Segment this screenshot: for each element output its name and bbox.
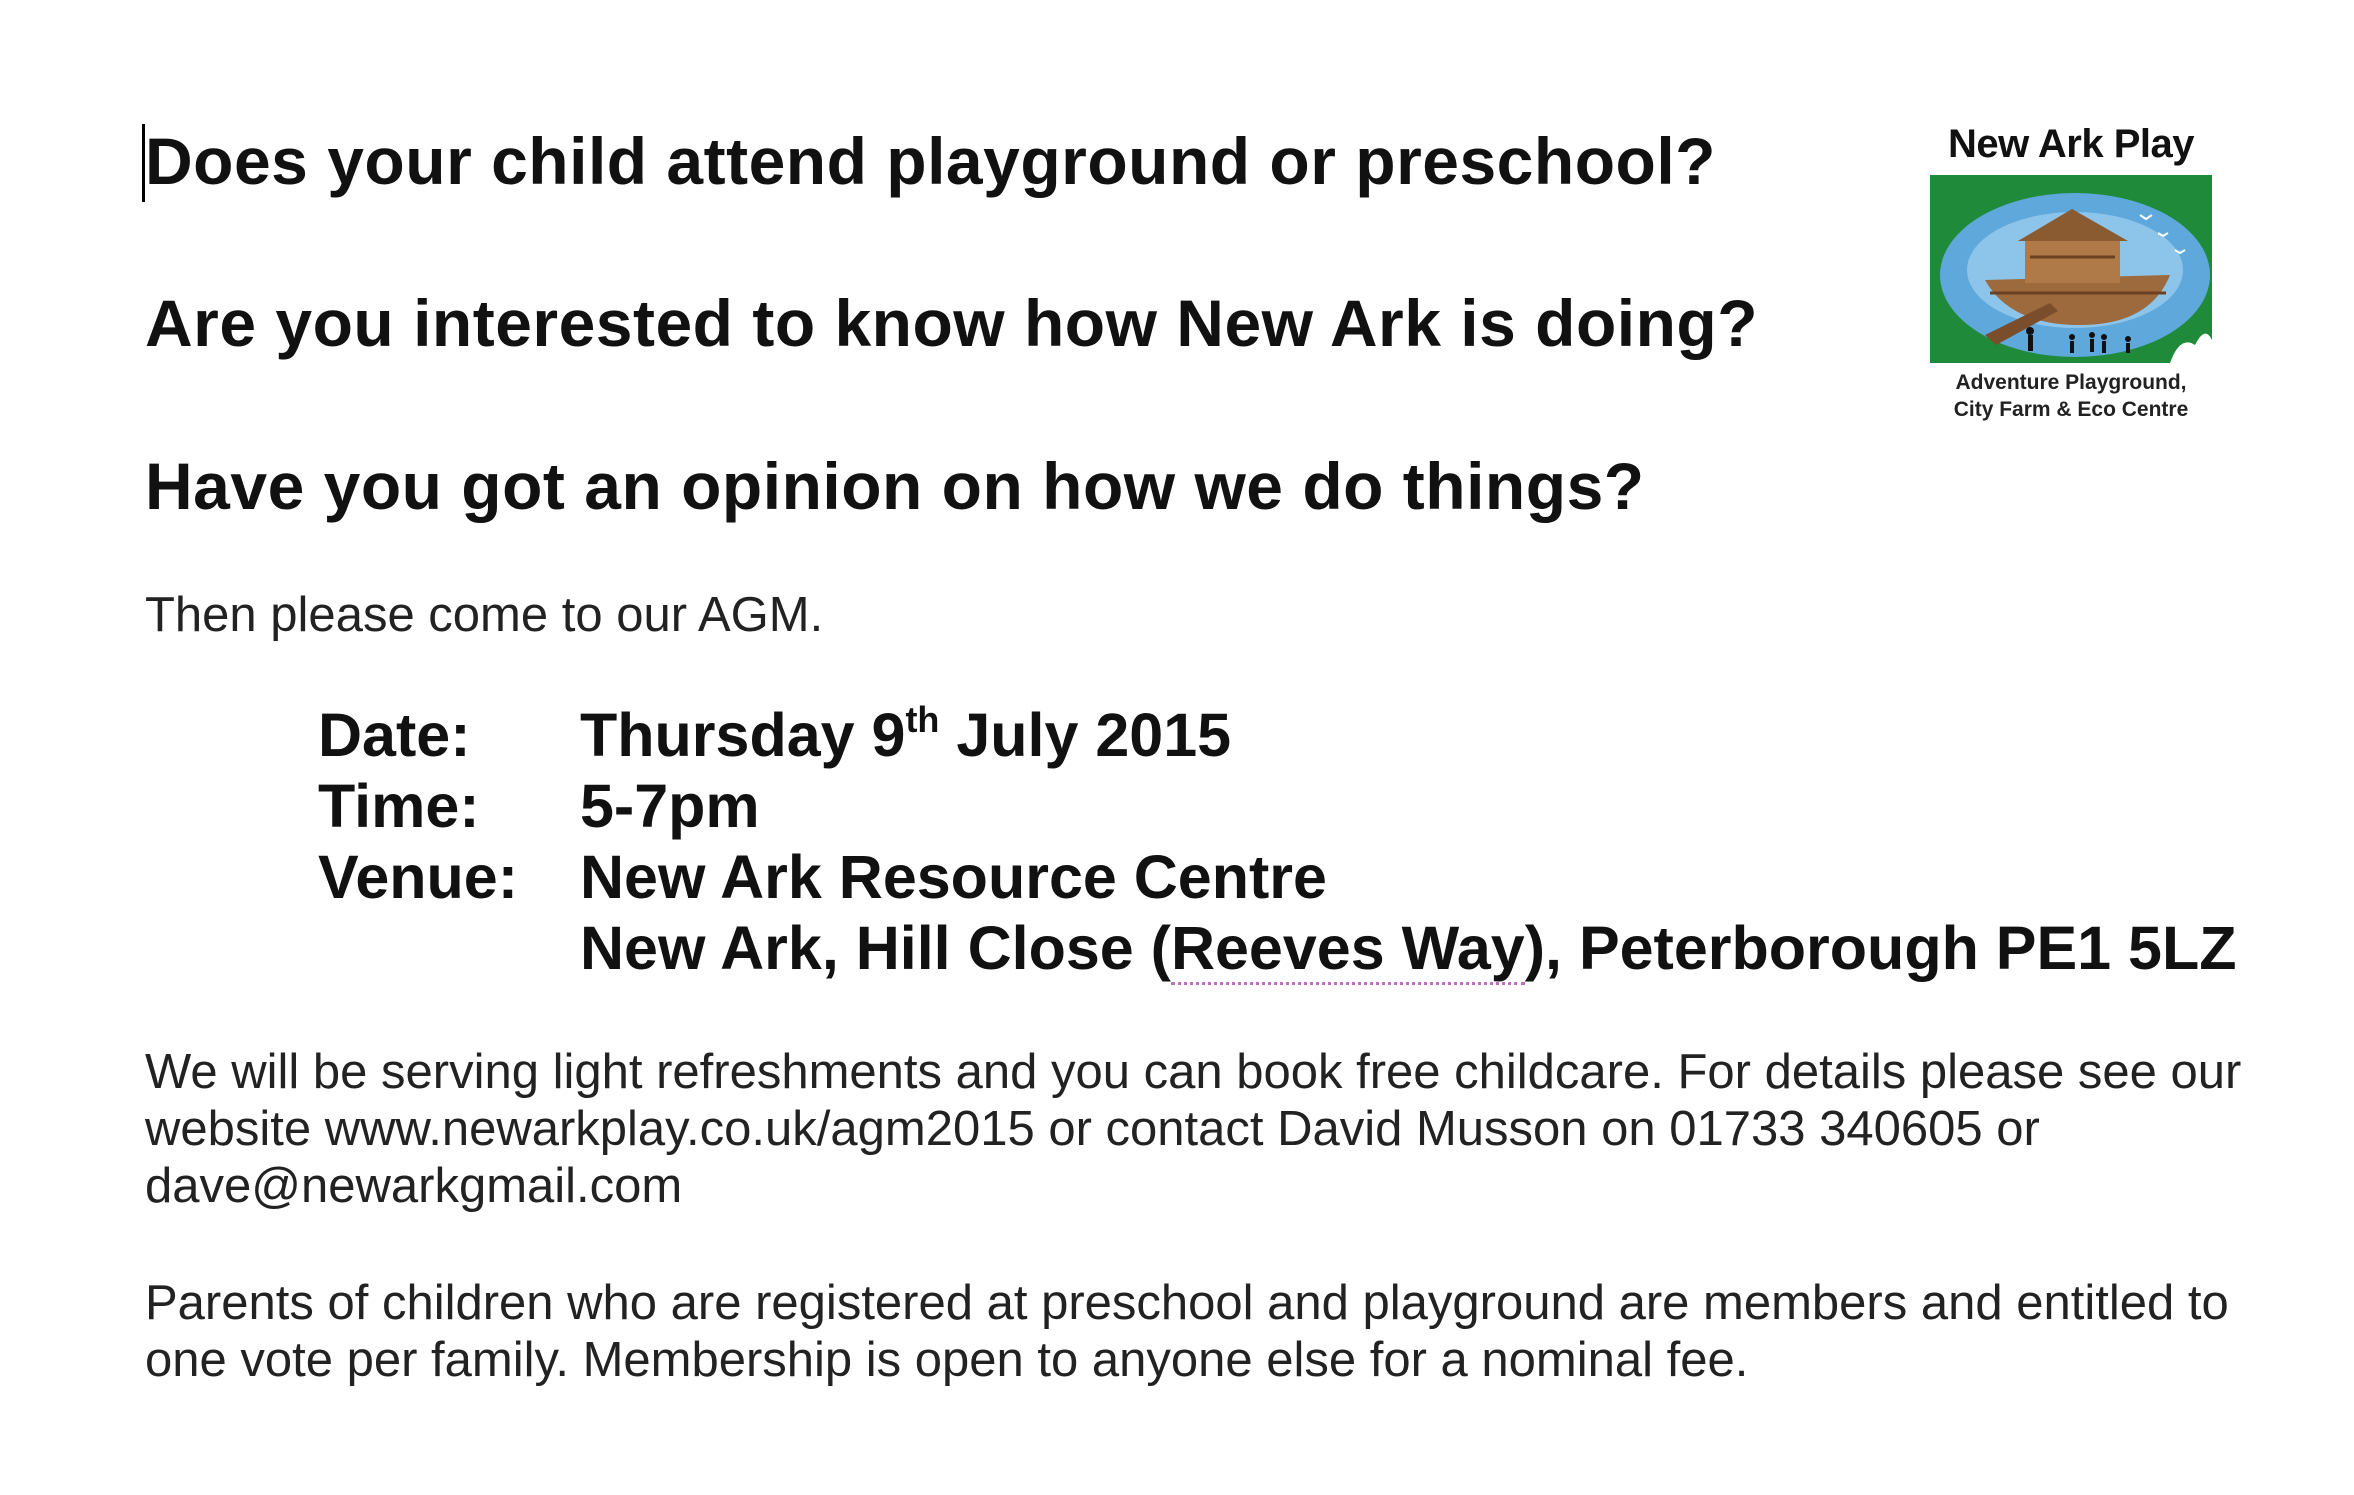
logo-title: New Ark Play bbox=[1948, 122, 2194, 166]
heading-playground-question: Does your child attend playground or preschool? bbox=[145, 124, 1716, 198]
venue-address-end: ), Peterborough PE1 5LZ bbox=[1524, 914, 2237, 982]
date-value bbox=[580, 700, 1231, 771]
date-prefix: Thursday 9 bbox=[580, 701, 906, 769]
spellcheck-marked-text: Reeves Way bbox=[1171, 914, 1525, 985]
date-ordinal: th bbox=[905, 699, 940, 740]
venue-address bbox=[580, 913, 2236, 984]
membership-paragraph: Parents of children who are registered at preschool and playground are members and entitled to one vote per family. Membership is open to anyone else for a nominal fee. bbox=[145, 1276, 2229, 1387]
logo-subtitle-line-1: Adventure Playground, bbox=[1955, 371, 2187, 394]
date-suffix: July 2015 bbox=[939, 701, 1232, 769]
intro-text: Then please come to our AGM. bbox=[145, 588, 824, 642]
heading-interest-question: Are you interested to know how New Ark is doing? bbox=[145, 286, 1759, 360]
event-details bbox=[318, 700, 2236, 984]
new-ark-play-logo bbox=[1926, 122, 2216, 423]
date-label: Date: bbox=[318, 701, 471, 769]
venue-address-start: New Ark, Hill Close ( bbox=[580, 914, 1171, 982]
logo-subtitle bbox=[1926, 369, 2216, 423]
logo-subtitle-line-2: City Farm & Eco Centre bbox=[1953, 398, 2189, 421]
time-label: Time: bbox=[318, 772, 480, 840]
venue-label: Venue: bbox=[318, 843, 519, 911]
ark-logo-icon bbox=[1930, 175, 2212, 363]
heading-opinion-question: Have you got an opinion on how we do things? bbox=[145, 449, 1645, 523]
refreshments-paragraph: We will be serving light refreshments and you can book free childcare. For details please see our website www.newarkplay.co.uk/agm2015 or contact David Musson on 01733 340605 or dave@newarkgmail.com bbox=[145, 1045, 2242, 1213]
venue-row bbox=[318, 842, 2236, 913]
time-row bbox=[318, 771, 2236, 842]
time-value: 5-7pm bbox=[580, 772, 760, 840]
date-row bbox=[318, 700, 2236, 771]
venue-name: New Ark Resource Centre bbox=[580, 843, 1327, 911]
venue-address-indent bbox=[318, 913, 580, 984]
venue-address-row bbox=[318, 913, 2236, 984]
